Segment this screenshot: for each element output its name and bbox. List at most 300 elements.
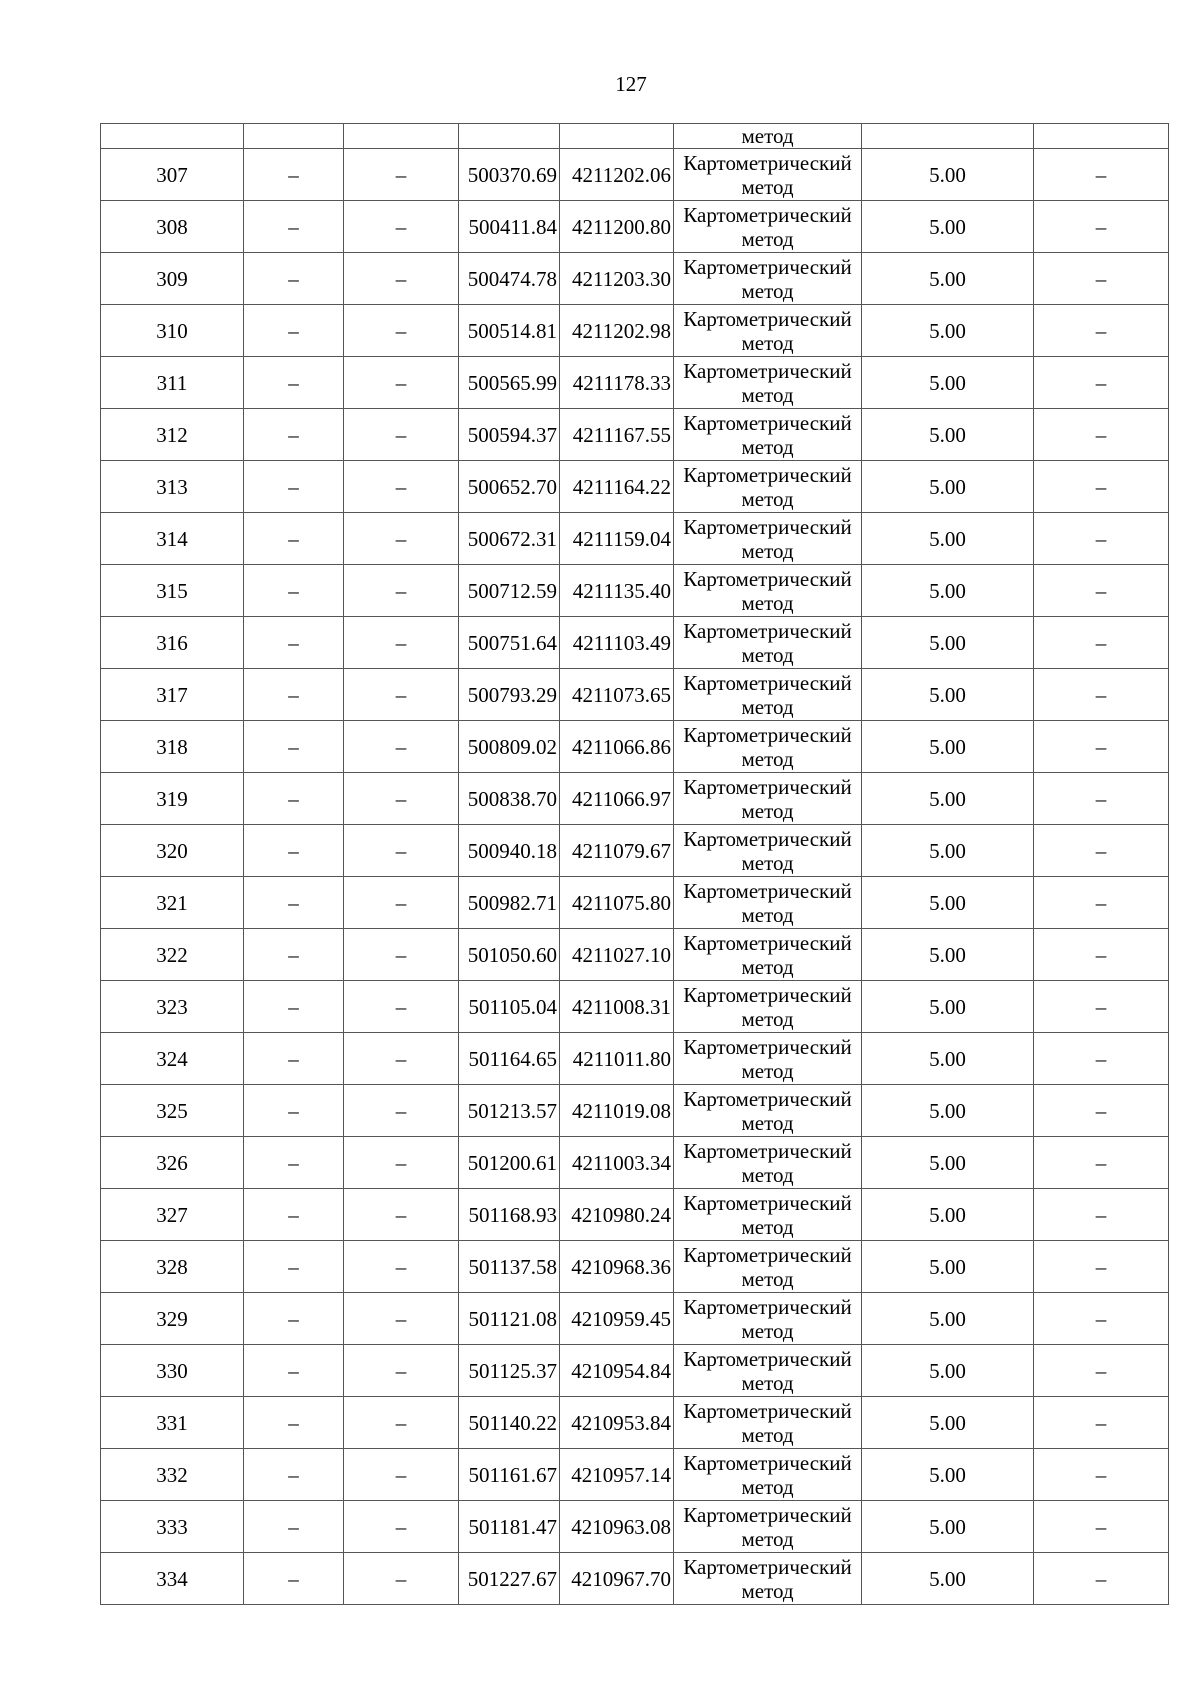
- dash-cell: –: [1034, 513, 1169, 565]
- table-row: [101, 461, 1169, 513]
- method-label-line1: Картометрический: [683, 982, 852, 1007]
- y-coordinate-cell: 4211200.80: [560, 201, 674, 253]
- x-coordinate-cell: 500411.84: [459, 201, 560, 253]
- method-label-line1: Картометрический: [683, 306, 852, 331]
- y-coordinate-cell: 4210980.24: [560, 1189, 674, 1241]
- x-coordinate-cell: 500809.02: [459, 721, 560, 773]
- method-label-line2: метод: [741, 174, 794, 199]
- method-label-line1: Картометрический: [683, 618, 852, 643]
- method-label-line1: Картометрический: [683, 1398, 852, 1423]
- method-label-line1: Картометрический: [683, 1294, 852, 1319]
- dash-cell: –: [244, 1241, 344, 1293]
- dash-cell: –: [344, 929, 459, 981]
- method-label-line1: Картометрический: [683, 1242, 852, 1267]
- method-label-line1: Картометрический: [683, 462, 852, 487]
- table-row: [101, 565, 1169, 617]
- dash-cell: –: [244, 357, 344, 409]
- dash-cell: –: [244, 1137, 344, 1189]
- dash-cell: –: [344, 1397, 459, 1449]
- point-number-cell: 322: [101, 929, 244, 981]
- table-row: [101, 1553, 1169, 1605]
- x-coordinate-cell: 501105.04: [459, 981, 560, 1033]
- dash-cell: –: [344, 721, 459, 773]
- dash-cell: –: [244, 513, 344, 565]
- x-coordinate-cell: 501125.37: [459, 1345, 560, 1397]
- x-coordinate-cell: 500514.81: [459, 305, 560, 357]
- accuracy-cell: 5.00: [862, 253, 1034, 305]
- table-row: [101, 1189, 1169, 1241]
- y-coordinate-cell: 4211103.49: [560, 617, 674, 669]
- point-number-cell: 333: [101, 1501, 244, 1553]
- dash-cell: –: [1034, 201, 1169, 253]
- dash-cell: –: [1034, 357, 1169, 409]
- method-cell: метод: [674, 124, 862, 149]
- x-coordinate-cell: 501227.67: [459, 1553, 560, 1605]
- table-row: [101, 1085, 1169, 1137]
- dash-cell: –: [1034, 669, 1169, 721]
- point-number-cell: 318: [101, 721, 244, 773]
- y-coordinate-cell: 4211202.06: [560, 149, 674, 201]
- dash-cell: –: [1034, 981, 1169, 1033]
- table-row: [101, 1501, 1169, 1553]
- y-coordinate-cell: 4211008.31: [560, 981, 674, 1033]
- x-coordinate-cell: 500712.59: [459, 565, 560, 617]
- method-cell: [674, 929, 862, 981]
- point-number-cell: 320: [101, 825, 244, 877]
- dash-cell: –: [244, 773, 344, 825]
- method-label-line1: Картометрический: [683, 1034, 852, 1059]
- dash-cell: –: [344, 461, 459, 513]
- dash-cell: –: [344, 565, 459, 617]
- dash-cell: –: [344, 149, 459, 201]
- point-number-cell: 309: [101, 253, 244, 305]
- dash-cell: –: [244, 565, 344, 617]
- method-label-line1: Картометрический: [683, 930, 852, 955]
- x-coordinate-cell: 500982.71: [459, 877, 560, 929]
- y-coordinate-cell: 4210957.14: [560, 1449, 674, 1501]
- dash-cell: –: [244, 1397, 344, 1449]
- dash-cell: –: [1034, 1241, 1169, 1293]
- y-coordinate-cell: 4210963.08: [560, 1501, 674, 1553]
- dash-cell: –: [344, 1501, 459, 1553]
- dash-cell: –: [344, 253, 459, 305]
- method-label-line2: метод: [741, 538, 794, 563]
- method-label-line2: метод: [741, 1162, 794, 1187]
- y-coordinate-cell: 4211019.08: [560, 1085, 674, 1137]
- dash-cell: –: [344, 1345, 459, 1397]
- y-coordinate-cell: 4211066.86: [560, 721, 674, 773]
- dash-cell: –: [244, 149, 344, 201]
- method-label-line2: метод: [741, 382, 794, 407]
- accuracy-cell: 5.00: [862, 617, 1034, 669]
- table-cell: [560, 124, 674, 149]
- dash-cell: –: [244, 825, 344, 877]
- method-cell: [674, 305, 862, 357]
- method-label-line2: метод: [741, 330, 794, 355]
- method-label-line1: Картометрический: [683, 514, 852, 539]
- method-label-line1: Картометрический: [683, 1502, 852, 1527]
- dash-cell: –: [1034, 409, 1169, 461]
- dash-cell: –: [1034, 565, 1169, 617]
- method-cell: [674, 1553, 862, 1605]
- x-coordinate-cell: 500751.64: [459, 617, 560, 669]
- method-cell: [674, 773, 862, 825]
- dash-cell: –: [344, 201, 459, 253]
- dash-cell: –: [344, 981, 459, 1033]
- method-cell: [674, 357, 862, 409]
- method-cell: [674, 877, 862, 929]
- y-coordinate-cell: 4211003.34: [560, 1137, 674, 1189]
- y-coordinate-cell: 4211203.30: [560, 253, 674, 305]
- point-number-cell: 332: [101, 1449, 244, 1501]
- point-number-cell: 317: [101, 669, 244, 721]
- y-coordinate-cell: 4210959.45: [560, 1293, 674, 1345]
- table-row: [101, 357, 1169, 409]
- accuracy-cell: 5.00: [862, 669, 1034, 721]
- dash-cell: –: [344, 357, 459, 409]
- method-label-line2: метод: [741, 1474, 794, 1499]
- dash-cell: –: [244, 253, 344, 305]
- point-number-cell: 328: [101, 1241, 244, 1293]
- dash-cell: –: [244, 1501, 344, 1553]
- method-label-line2: метод: [741, 486, 794, 511]
- point-number-cell: 316: [101, 617, 244, 669]
- dash-cell: –: [244, 1553, 344, 1605]
- point-number-cell: 319: [101, 773, 244, 825]
- method-cell: [674, 513, 862, 565]
- method-label-line1: Картометрический: [683, 1554, 852, 1579]
- method-label-line1: Картометрический: [683, 202, 852, 227]
- point-number-cell: 308: [101, 201, 244, 253]
- accuracy-cell: 5.00: [862, 1033, 1034, 1085]
- table-row: [101, 877, 1169, 929]
- x-coordinate-cell: 500793.29: [459, 669, 560, 721]
- method-label-line1: Картометрический: [683, 722, 852, 747]
- method-label-line1: Картометрический: [683, 358, 852, 383]
- dash-cell: –: [244, 201, 344, 253]
- dash-cell: –: [1034, 877, 1169, 929]
- accuracy-cell: 5.00: [862, 1553, 1034, 1605]
- method-cell: [674, 1293, 862, 1345]
- method-cell: [674, 1397, 862, 1449]
- method-label-line1: Картометрический: [683, 1450, 852, 1475]
- method-label-line2: метод: [741, 850, 794, 875]
- table-row: [101, 1345, 1169, 1397]
- coordinates-table: [100, 123, 1169, 1605]
- table-row: [101, 253, 1169, 305]
- accuracy-cell: 5.00: [862, 825, 1034, 877]
- dash-cell: –: [244, 1345, 344, 1397]
- dash-cell: –: [244, 929, 344, 981]
- accuracy-cell: 5.00: [862, 1345, 1034, 1397]
- point-number-cell: 323: [101, 981, 244, 1033]
- dash-cell: –: [1034, 825, 1169, 877]
- method-label-line2: метод: [741, 1110, 794, 1135]
- method-cell: [674, 1189, 862, 1241]
- x-coordinate-cell: 501137.58: [459, 1241, 560, 1293]
- point-number-cell: 330: [101, 1345, 244, 1397]
- dash-cell: –: [1034, 617, 1169, 669]
- accuracy-cell: 5.00: [862, 513, 1034, 565]
- accuracy-cell: 5.00: [862, 461, 1034, 513]
- dash-cell: –: [344, 1449, 459, 1501]
- accuracy-cell: 5.00: [862, 877, 1034, 929]
- x-coordinate-cell: 500940.18: [459, 825, 560, 877]
- dash-cell: –: [244, 1085, 344, 1137]
- x-coordinate-cell: 501213.57: [459, 1085, 560, 1137]
- dash-cell: –: [344, 1241, 459, 1293]
- dash-cell: –: [244, 617, 344, 669]
- point-number-cell: 327: [101, 1189, 244, 1241]
- x-coordinate-cell: 500838.70: [459, 773, 560, 825]
- table-row: [101, 409, 1169, 461]
- table-row: [101, 929, 1169, 981]
- method-label-line2: метод: [741, 590, 794, 615]
- x-coordinate-cell: 500594.37: [459, 409, 560, 461]
- point-number-cell: 329: [101, 1293, 244, 1345]
- method-label-line1: Картометрический: [683, 254, 852, 279]
- y-coordinate-cell: 4210968.36: [560, 1241, 674, 1293]
- method-cell: [674, 1449, 862, 1501]
- x-coordinate-cell: 501181.47: [459, 1501, 560, 1553]
- method-cell: [674, 1085, 862, 1137]
- method-label-line1: Картометрический: [683, 1086, 852, 1111]
- method-label-line2: метод: [741, 642, 794, 667]
- point-number-cell: 312: [101, 409, 244, 461]
- dash-cell: –: [1034, 1293, 1169, 1345]
- dash-cell: –: [1034, 461, 1169, 513]
- method-label-line1: Картометрический: [683, 878, 852, 903]
- accuracy-cell: 5.00: [862, 565, 1034, 617]
- y-coordinate-cell: 4211073.65: [560, 669, 674, 721]
- accuracy-cell: 5.00: [862, 1241, 1034, 1293]
- point-number-cell: 310: [101, 305, 244, 357]
- table-cell: [344, 124, 459, 149]
- method-cell: [674, 1241, 862, 1293]
- x-coordinate-cell: 500672.31: [459, 513, 560, 565]
- dash-cell: –: [244, 409, 344, 461]
- table-cell: [459, 124, 560, 149]
- method-label-line2: метод: [741, 1058, 794, 1083]
- point-number-cell: 314: [101, 513, 244, 565]
- method-cell: [674, 825, 862, 877]
- method-label-line1: Картометрический: [683, 1190, 852, 1215]
- accuracy-cell: 5.00: [862, 721, 1034, 773]
- method-cell: [674, 565, 862, 617]
- method-label-line1: Картометрический: [683, 826, 852, 851]
- dash-cell: –: [1034, 773, 1169, 825]
- table-row: [101, 1397, 1169, 1449]
- method-label-line2: метод: [741, 1370, 794, 1395]
- method-label-line2: метод: [741, 278, 794, 303]
- point-number-cell: 313: [101, 461, 244, 513]
- y-coordinate-cell: 4211167.55: [560, 409, 674, 461]
- method-label-line2: метод: [741, 1266, 794, 1291]
- continuation-row: [101, 124, 1169, 149]
- method-label-line2: метод: [741, 1318, 794, 1343]
- accuracy-cell: 5.00: [862, 357, 1034, 409]
- accuracy-cell: 5.00: [862, 1449, 1034, 1501]
- table-row: [101, 201, 1169, 253]
- dash-cell: –: [344, 1189, 459, 1241]
- method-label-line1: Картометрический: [683, 670, 852, 695]
- dash-cell: –: [344, 617, 459, 669]
- point-number-cell: 326: [101, 1137, 244, 1189]
- x-coordinate-cell: 500565.99: [459, 357, 560, 409]
- method-label-line1: Картометрический: [683, 150, 852, 175]
- x-coordinate-cell: 501140.22: [459, 1397, 560, 1449]
- dash-cell: –: [1034, 1085, 1169, 1137]
- dash-cell: –: [344, 305, 459, 357]
- dash-cell: –: [244, 669, 344, 721]
- table-cell: [244, 124, 344, 149]
- dash-cell: –: [344, 1033, 459, 1085]
- dash-cell: –: [1034, 149, 1169, 201]
- dash-cell: –: [344, 877, 459, 929]
- y-coordinate-cell: 4210967.70: [560, 1553, 674, 1605]
- method-label-line2: метод: [741, 694, 794, 719]
- dash-cell: –: [344, 669, 459, 721]
- method-cell: [674, 409, 862, 461]
- x-coordinate-cell: 501121.08: [459, 1293, 560, 1345]
- accuracy-cell: 5.00: [862, 981, 1034, 1033]
- accuracy-cell: 5.00: [862, 1501, 1034, 1553]
- method-label-line1: Картометрический: [683, 774, 852, 799]
- point-number-cell: 311: [101, 357, 244, 409]
- y-coordinate-cell: 4211135.40: [560, 565, 674, 617]
- accuracy-cell: 5.00: [862, 305, 1034, 357]
- method-label-line1: Картометрический: [683, 1346, 852, 1371]
- accuracy-cell: 5.00: [862, 1189, 1034, 1241]
- dash-cell: –: [1034, 253, 1169, 305]
- table-row: [101, 513, 1169, 565]
- method-label-line2: метод: [741, 1006, 794, 1031]
- x-coordinate-cell: 501168.93: [459, 1189, 560, 1241]
- table-row: [101, 825, 1169, 877]
- y-coordinate-cell: 4211027.10: [560, 929, 674, 981]
- method-cell: [674, 149, 862, 201]
- method-cell: [674, 721, 862, 773]
- table-row: [101, 1033, 1169, 1085]
- dash-cell: –: [344, 773, 459, 825]
- x-coordinate-cell: 501161.67: [459, 1449, 560, 1501]
- method-cell: [674, 1033, 862, 1085]
- table-row: [101, 617, 1169, 669]
- method-cell: [674, 461, 862, 513]
- dash-cell: –: [1034, 1345, 1169, 1397]
- dash-cell: –: [1034, 1449, 1169, 1501]
- accuracy-cell: 5.00: [862, 1085, 1034, 1137]
- table-row: [101, 1241, 1169, 1293]
- dash-cell: –: [344, 1293, 459, 1345]
- method-cell: [674, 669, 862, 721]
- dash-cell: –: [244, 877, 344, 929]
- y-coordinate-cell: 4211079.67: [560, 825, 674, 877]
- method-label-line1: Картометрический: [683, 410, 852, 435]
- dash-cell: –: [244, 1033, 344, 1085]
- dash-cell: –: [1034, 1501, 1169, 1553]
- x-coordinate-cell: 500652.70: [459, 461, 560, 513]
- table-cell: [101, 124, 244, 149]
- y-coordinate-cell: 4211178.33: [560, 357, 674, 409]
- accuracy-cell: 5.00: [862, 409, 1034, 461]
- method-label-line2: метод: [741, 434, 794, 459]
- method-label-line2: метод: [741, 1422, 794, 1447]
- dash-cell: –: [344, 513, 459, 565]
- y-coordinate-cell: 4211075.80: [560, 877, 674, 929]
- dash-cell: –: [1034, 1189, 1169, 1241]
- method-label-line1: Картометрический: [683, 1138, 852, 1163]
- y-coordinate-cell: 4211159.04: [560, 513, 674, 565]
- method-cell: [674, 1345, 862, 1397]
- point-number-cell: 321: [101, 877, 244, 929]
- point-number-cell: 331: [101, 1397, 244, 1449]
- dash-cell: –: [244, 305, 344, 357]
- table-row: [101, 1137, 1169, 1189]
- dash-cell: –: [244, 1449, 344, 1501]
- dash-cell: –: [244, 461, 344, 513]
- dash-cell: –: [244, 1293, 344, 1345]
- table-row: [101, 721, 1169, 773]
- y-coordinate-cell: 4211011.80: [560, 1033, 674, 1085]
- method-label-line2: метод: [741, 1578, 794, 1603]
- accuracy-cell: 5.00: [862, 929, 1034, 981]
- x-coordinate-cell: 501164.65: [459, 1033, 560, 1085]
- dash-cell: –: [1034, 929, 1169, 981]
- method-cell: [674, 1137, 862, 1189]
- x-coordinate-cell: 500370.69: [459, 149, 560, 201]
- x-coordinate-cell: 501050.60: [459, 929, 560, 981]
- dash-cell: –: [344, 825, 459, 877]
- accuracy-cell: 5.00: [862, 149, 1034, 201]
- dash-cell: –: [244, 981, 344, 1033]
- method-cell: [674, 201, 862, 253]
- method-cell: [674, 981, 862, 1033]
- dash-cell: –: [344, 1085, 459, 1137]
- method-label-line2: метод: [741, 1526, 794, 1551]
- accuracy-cell: 5.00: [862, 1397, 1034, 1449]
- dash-cell: –: [244, 1189, 344, 1241]
- table-row: [101, 669, 1169, 721]
- x-coordinate-cell: 500474.78: [459, 253, 560, 305]
- x-coordinate-cell: 501200.61: [459, 1137, 560, 1189]
- method-label-line2: метод: [741, 746, 794, 771]
- accuracy-cell: 5.00: [862, 1293, 1034, 1345]
- y-coordinate-cell: 4210953.84: [560, 1397, 674, 1449]
- point-number-cell: 334: [101, 1553, 244, 1605]
- dash-cell: –: [1034, 721, 1169, 773]
- table-row: [101, 773, 1169, 825]
- y-coordinate-cell: 4211066.97: [560, 773, 674, 825]
- accuracy-cell: 5.00: [862, 773, 1034, 825]
- method-cell: [674, 617, 862, 669]
- point-number-cell: 324: [101, 1033, 244, 1085]
- point-number-cell: 307: [101, 149, 244, 201]
- table-cell: [862, 124, 1034, 149]
- dash-cell: –: [344, 409, 459, 461]
- method-label-line2: метод: [741, 226, 794, 251]
- y-coordinate-cell: 4211164.22: [560, 461, 674, 513]
- dash-cell: –: [1034, 305, 1169, 357]
- table-row: [101, 1293, 1169, 1345]
- method-label-line2: метод: [741, 798, 794, 823]
- method-label-line2: метод: [741, 954, 794, 979]
- dash-cell: –: [1034, 1397, 1169, 1449]
- accuracy-cell: 5.00: [862, 1137, 1034, 1189]
- table-row: [101, 981, 1169, 1033]
- method-cell: [674, 253, 862, 305]
- method-label-line2: метод: [741, 1214, 794, 1239]
